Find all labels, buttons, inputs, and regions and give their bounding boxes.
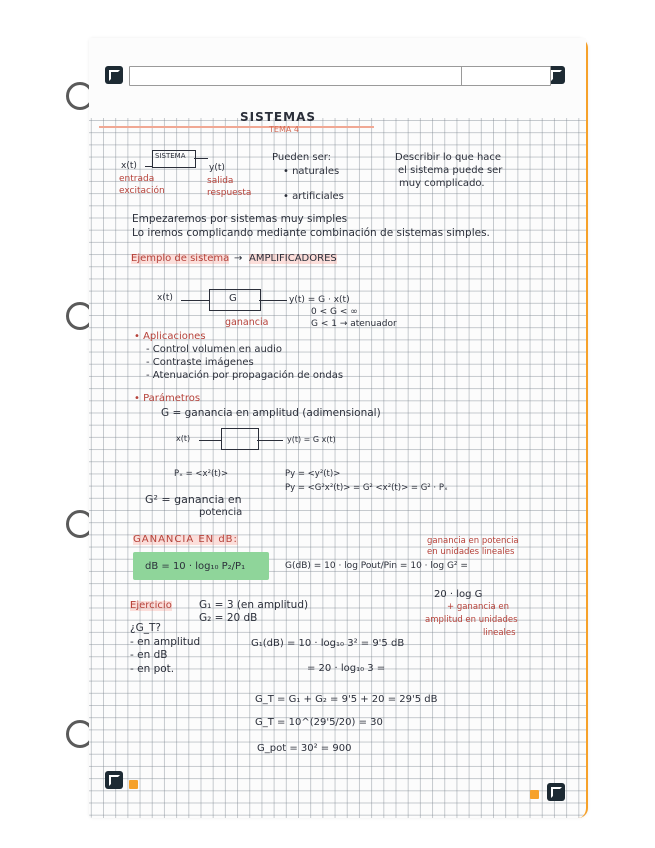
exercise-label: Ejercicio bbox=[130, 600, 172, 611]
page-subtitle: TEMA 4 bbox=[269, 125, 299, 134]
exercise-given: G₂ = 20 dB bbox=[199, 612, 258, 624]
g2-definition: potencia bbox=[199, 507, 243, 518]
output-note: salida bbox=[207, 176, 234, 186]
py-formula: Py = <y²(t)> bbox=[285, 469, 341, 479]
py-formula: Py = <G²x²(t)> = G² <x²(t)> = G² · Pₓ bbox=[285, 483, 448, 493]
output-arrow bbox=[194, 158, 208, 159]
exercise-step: G_T = G₁ + G₂ = 9'5 + 20 = 29'5 dB bbox=[255, 694, 438, 705]
exercise-question: ¿G_T? bbox=[130, 622, 161, 634]
exercise-step: G_pot = 30² = 900 bbox=[257, 743, 352, 754]
exercise-step: G₁(dB) = 10 · log₁₀ 3² = 9'5 dB bbox=[251, 638, 405, 649]
gain-note: ganancia bbox=[225, 317, 269, 328]
applications-heading: • Aplicaciones bbox=[134, 331, 206, 342]
db-note: + ganancia en bbox=[447, 602, 509, 612]
side-note-line: el sistema puede ser bbox=[398, 165, 503, 176]
param-output: y(t) = G x(t) bbox=[287, 435, 336, 444]
exercise-step: = 20 · log₁₀ 3 = bbox=[307, 663, 386, 674]
header-box bbox=[129, 66, 551, 86]
db-note: lineales bbox=[483, 628, 516, 638]
types-item: • naturales bbox=[283, 166, 340, 177]
exercise-ask: - en amplitud bbox=[130, 636, 201, 648]
notebook-page bbox=[89, 38, 588, 818]
param-input-line bbox=[199, 440, 221, 441]
output-signal: y(t) bbox=[209, 163, 225, 173]
exercise-ask: - en pot. bbox=[130, 663, 175, 675]
orange-corner-mark bbox=[129, 780, 138, 789]
db-note: en unidades lineales bbox=[427, 547, 515, 557]
example-value: AMPLIFICADORES bbox=[249, 253, 337, 264]
gdb-formula: G(dB) = 10 · log Pout/Pin = 10 · log G² = bbox=[285, 561, 468, 571]
db-heading: GANANCIA EN dB: bbox=[133, 534, 238, 545]
db-note: amplitud en unidades bbox=[425, 615, 518, 625]
amp-input-line bbox=[181, 300, 209, 301]
brand-logo-icon bbox=[105, 771, 123, 789]
db-note: ganancia en potencia bbox=[427, 536, 519, 546]
output-note: respuesta bbox=[207, 188, 252, 198]
types-lead: Pueden ser: bbox=[272, 152, 332, 163]
exercise-given: G₁ = 3 (en amplitud) bbox=[199, 599, 309, 611]
side-note-line: Describir lo que hace bbox=[395, 152, 502, 163]
input-arrow bbox=[145, 166, 153, 167]
types-item: • artificiales bbox=[283, 191, 344, 202]
gain-definition: G = ganancia en amplitud (adimensional) bbox=[161, 407, 381, 419]
input-signal: x(t) bbox=[121, 161, 137, 171]
exercise-step: G_T = 10^(29'5/20) = 30 bbox=[255, 717, 383, 728]
px-formula: Pₓ = <x²(t)> bbox=[174, 469, 229, 479]
title-underline bbox=[99, 126, 374, 128]
db-formula: dB = 10 · log₁₀ P₂/P₁ bbox=[145, 561, 246, 572]
param-output-line bbox=[257, 440, 283, 441]
g2-definition: G² = ganancia en bbox=[145, 493, 242, 506]
amp-equation: y(t) = G · x(t) bbox=[289, 295, 350, 305]
exercise-ask: - en dB bbox=[130, 649, 168, 661]
amp-equation: G < 1 → atenuador bbox=[311, 319, 397, 329]
example-label: Ejemplo de sistema bbox=[131, 253, 230, 264]
brand-logo-icon bbox=[547, 783, 565, 801]
brand-logo-icon bbox=[105, 66, 123, 84]
side-note-line: muy complicado. bbox=[399, 178, 485, 189]
amp-output-line bbox=[259, 300, 287, 301]
parameters-heading: • Parámetros bbox=[134, 393, 201, 404]
application-item: - Atenuación por propagación de ondas bbox=[146, 370, 344, 381]
param-block bbox=[221, 428, 259, 450]
input-note: entrada bbox=[119, 174, 155, 184]
amp-block-label: G bbox=[229, 293, 237, 304]
intro-line: Empezaremos por sistemas muy simples bbox=[132, 213, 348, 225]
amp-input: x(t) bbox=[157, 293, 173, 303]
orange-corner-mark bbox=[530, 790, 539, 799]
application-item: - Contraste imágenes bbox=[146, 357, 254, 368]
page-title: SISTEMAS bbox=[240, 110, 317, 124]
param-input: x(t) bbox=[176, 434, 191, 443]
application-item: - Control volumen en audio bbox=[146, 344, 283, 355]
input-note: excitación bbox=[119, 186, 165, 196]
system-block-label: SISTEMA bbox=[155, 152, 186, 160]
amp-equation: 0 < G < ∞ bbox=[311, 307, 358, 317]
arrow-icon: → bbox=[234, 253, 243, 264]
intro-line: Lo iremos complicando mediante combinación de sistemas simples. bbox=[132, 227, 490, 239]
db-result: 20 · log G bbox=[434, 589, 483, 600]
